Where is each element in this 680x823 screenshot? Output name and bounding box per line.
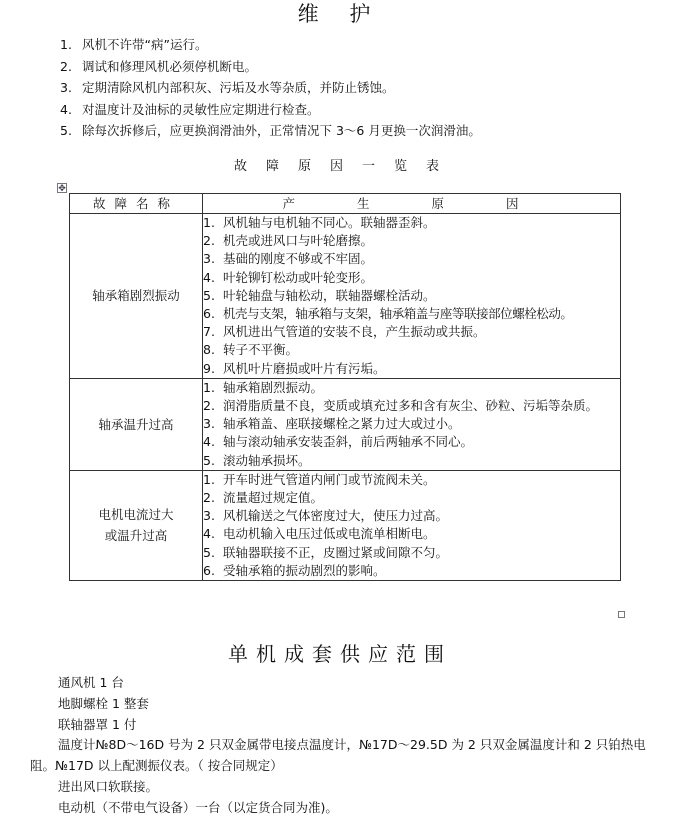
supply-line: 通风机 1 台	[58, 675, 124, 690]
supply-scope-list	[30, 673, 650, 819]
cause-text: 风机轴与电机轴不同心。联轴器歪斜。	[223, 215, 436, 230]
maintenance-item	[60, 77, 481, 99]
cause-text: 电动机输入电压过低或电流单相断电。	[223, 526, 436, 542]
table-header-row	[70, 194, 621, 214]
cause-item	[203, 397, 620, 415]
cause-text: 轴承箱剧烈振动。	[223, 379, 324, 395]
cause-item	[203, 232, 620, 250]
header-fault-name: 故障名称	[70, 194, 203, 214]
fault-table-title: 故障原因一览表	[233, 159, 458, 174]
cause-text: 风机叶片磨损或叶片有污垢。	[223, 360, 386, 376]
cause-number: 7.	[203, 324, 215, 340]
supply-scope-title: 单机成套供应范围	[228, 642, 452, 666]
table-row	[70, 378, 621, 470]
item-text: 调试和修理风机必须停机断电。	[82, 58, 258, 74]
cause-text: 机壳或进风口与叶轮磨擦。	[223, 233, 374, 249]
item-number: 1.	[60, 37, 72, 52]
cause-item	[203, 323, 620, 341]
cause-number: 1.	[203, 471, 215, 487]
supply-line: 进出风口软联接。	[58, 778, 159, 794]
cause-list	[203, 214, 621, 379]
cause-number: 1.	[203, 215, 215, 230]
supply-line: 地脚螺栓 1 整套	[58, 695, 149, 711]
cause-text: 轴承箱盖、座联接螺栓之紧力过大或过小。	[223, 416, 461, 432]
item-number: 2.	[60, 58, 72, 74]
cause-text: 基础的刚度不够或不牢固。	[223, 251, 374, 267]
maintenance-item	[60, 99, 481, 121]
cause-text: 轴与滚动轴承安装歪斜，前后两轴承不同心。	[223, 434, 474, 450]
cause-item	[203, 360, 620, 378]
cause-number: 4.	[203, 434, 215, 450]
cause-item	[203, 525, 620, 543]
cause-number: 8.	[203, 342, 215, 358]
item-text: 定期清除风机内部积灰、污垢及水等杂质，并防止锈蚀。	[82, 80, 395, 95]
cause-text: 叶轮轴盘与轴松动，联轴器螺栓活动。	[223, 287, 436, 303]
cause-item	[203, 433, 620, 451]
item-number: 5.	[60, 123, 72, 138]
cause-text: 风机输送之气体密度过大，使压力过高。	[223, 508, 449, 524]
cause-text: 流量超过规定值。	[223, 490, 324, 506]
cause-number: 2.	[203, 233, 215, 249]
table-row	[70, 214, 621, 379]
item-number: 4.	[60, 101, 72, 117]
cause-list	[203, 470, 621, 580]
fault-name-line: 电机电流过大	[98, 507, 174, 523]
cause-text: 联轴器联接不正，皮圈过紧或间隙不匀。	[223, 544, 449, 560]
cause-text: 滚动轴承损坏。	[223, 452, 311, 468]
supply-line: 温度计№8D～16D 号为 2 只双金属带电接点温度计，№17D～29.5D 为 2 只双金属温度计和 2 只铂热电阻。№17D 以上配测振仪表。（ 按合同规定）	[30, 737, 646, 774]
item-text: 除每次拆修后，应更换润滑油外，正常情况下 3～6 月更换一次润滑油。	[82, 123, 481, 138]
cause-text: 润滑脂质量不良，变质或填充过多和含有灰尘、砂粒、污垢等杂质。	[223, 398, 599, 414]
cause-number: 2.	[203, 398, 215, 414]
cause-item	[203, 415, 620, 433]
cause-text: 转子不平衡。	[223, 342, 299, 358]
cause-number: 1.	[203, 379, 215, 395]
cause-item	[203, 471, 620, 489]
cause-number: 5.	[203, 287, 215, 303]
maintenance-item	[60, 34, 481, 56]
supply-line: 联轴器罩 1 付	[58, 716, 137, 732]
cause-item	[203, 489, 620, 507]
cause-number: 6.	[203, 306, 215, 322]
fault-table	[69, 193, 621, 581]
cause-number: 4.	[203, 526, 215, 542]
fault-name-line: 或温升过高	[104, 528, 168, 544]
cause-number: 6.	[203, 562, 215, 578]
table-resize-handle[interactable]	[618, 611, 625, 618]
cause-text: 开车时进气管道内闸门或节流阀未关。	[223, 471, 436, 487]
cause-item	[203, 562, 620, 580]
cause-item	[203, 379, 620, 397]
header-cause: 产生原因	[203, 194, 621, 214]
maintenance-title: 维 护	[297, 2, 383, 26]
cause-text: 受轴承箱的振动剧烈的影响。	[223, 562, 386, 578]
item-text: 风机不许带“病”运行。	[82, 37, 208, 52]
cause-text: 风机进出气管道的安装不良，产生振动或共振。	[223, 324, 486, 340]
maintenance-item	[60, 56, 481, 78]
maintenance-list	[60, 34, 481, 142]
cause-item	[203, 452, 620, 470]
fault-name: 轴承箱剧烈振动	[70, 214, 203, 379]
cause-number: 9.	[203, 360, 215, 376]
cause-item	[203, 287, 620, 305]
cause-number: 3.	[203, 251, 215, 267]
item-number: 3.	[60, 80, 72, 95]
cause-number: 3.	[203, 416, 215, 432]
cause-item	[203, 305, 620, 323]
item-text: 对温度计及油标的灵敏性应定期进行检查。	[82, 101, 320, 117]
fault-name	[70, 470, 203, 580]
fault-name: 轴承温升过高	[70, 378, 203, 470]
cause-item	[203, 250, 620, 268]
cause-list	[203, 378, 621, 470]
cause-number: 2.	[203, 490, 215, 506]
cause-number: 5.	[203, 544, 215, 560]
supply-line: 电动机（不带电气设备）一台（以定货合同为准)。	[58, 799, 338, 815]
cause-text: 叶轮铆钉松动或叶轮变形。	[223, 269, 374, 285]
cause-item	[203, 269, 620, 287]
cause-item	[203, 544, 620, 562]
cause-text: 机壳与支架，轴承箱与支架，轴承箱盖与座等联接部位螺栓松动。	[223, 306, 573, 322]
cause-item	[203, 507, 620, 525]
maintenance-item	[60, 120, 481, 142]
cause-item	[203, 341, 620, 359]
cause-number: 5.	[203, 452, 215, 468]
cause-number: 3.	[203, 508, 215, 524]
cause-number: 4.	[203, 269, 215, 285]
table-move-handle-icon[interactable]: ✥	[58, 184, 66, 194]
table-row	[70, 470, 621, 580]
cause-item	[203, 214, 620, 232]
